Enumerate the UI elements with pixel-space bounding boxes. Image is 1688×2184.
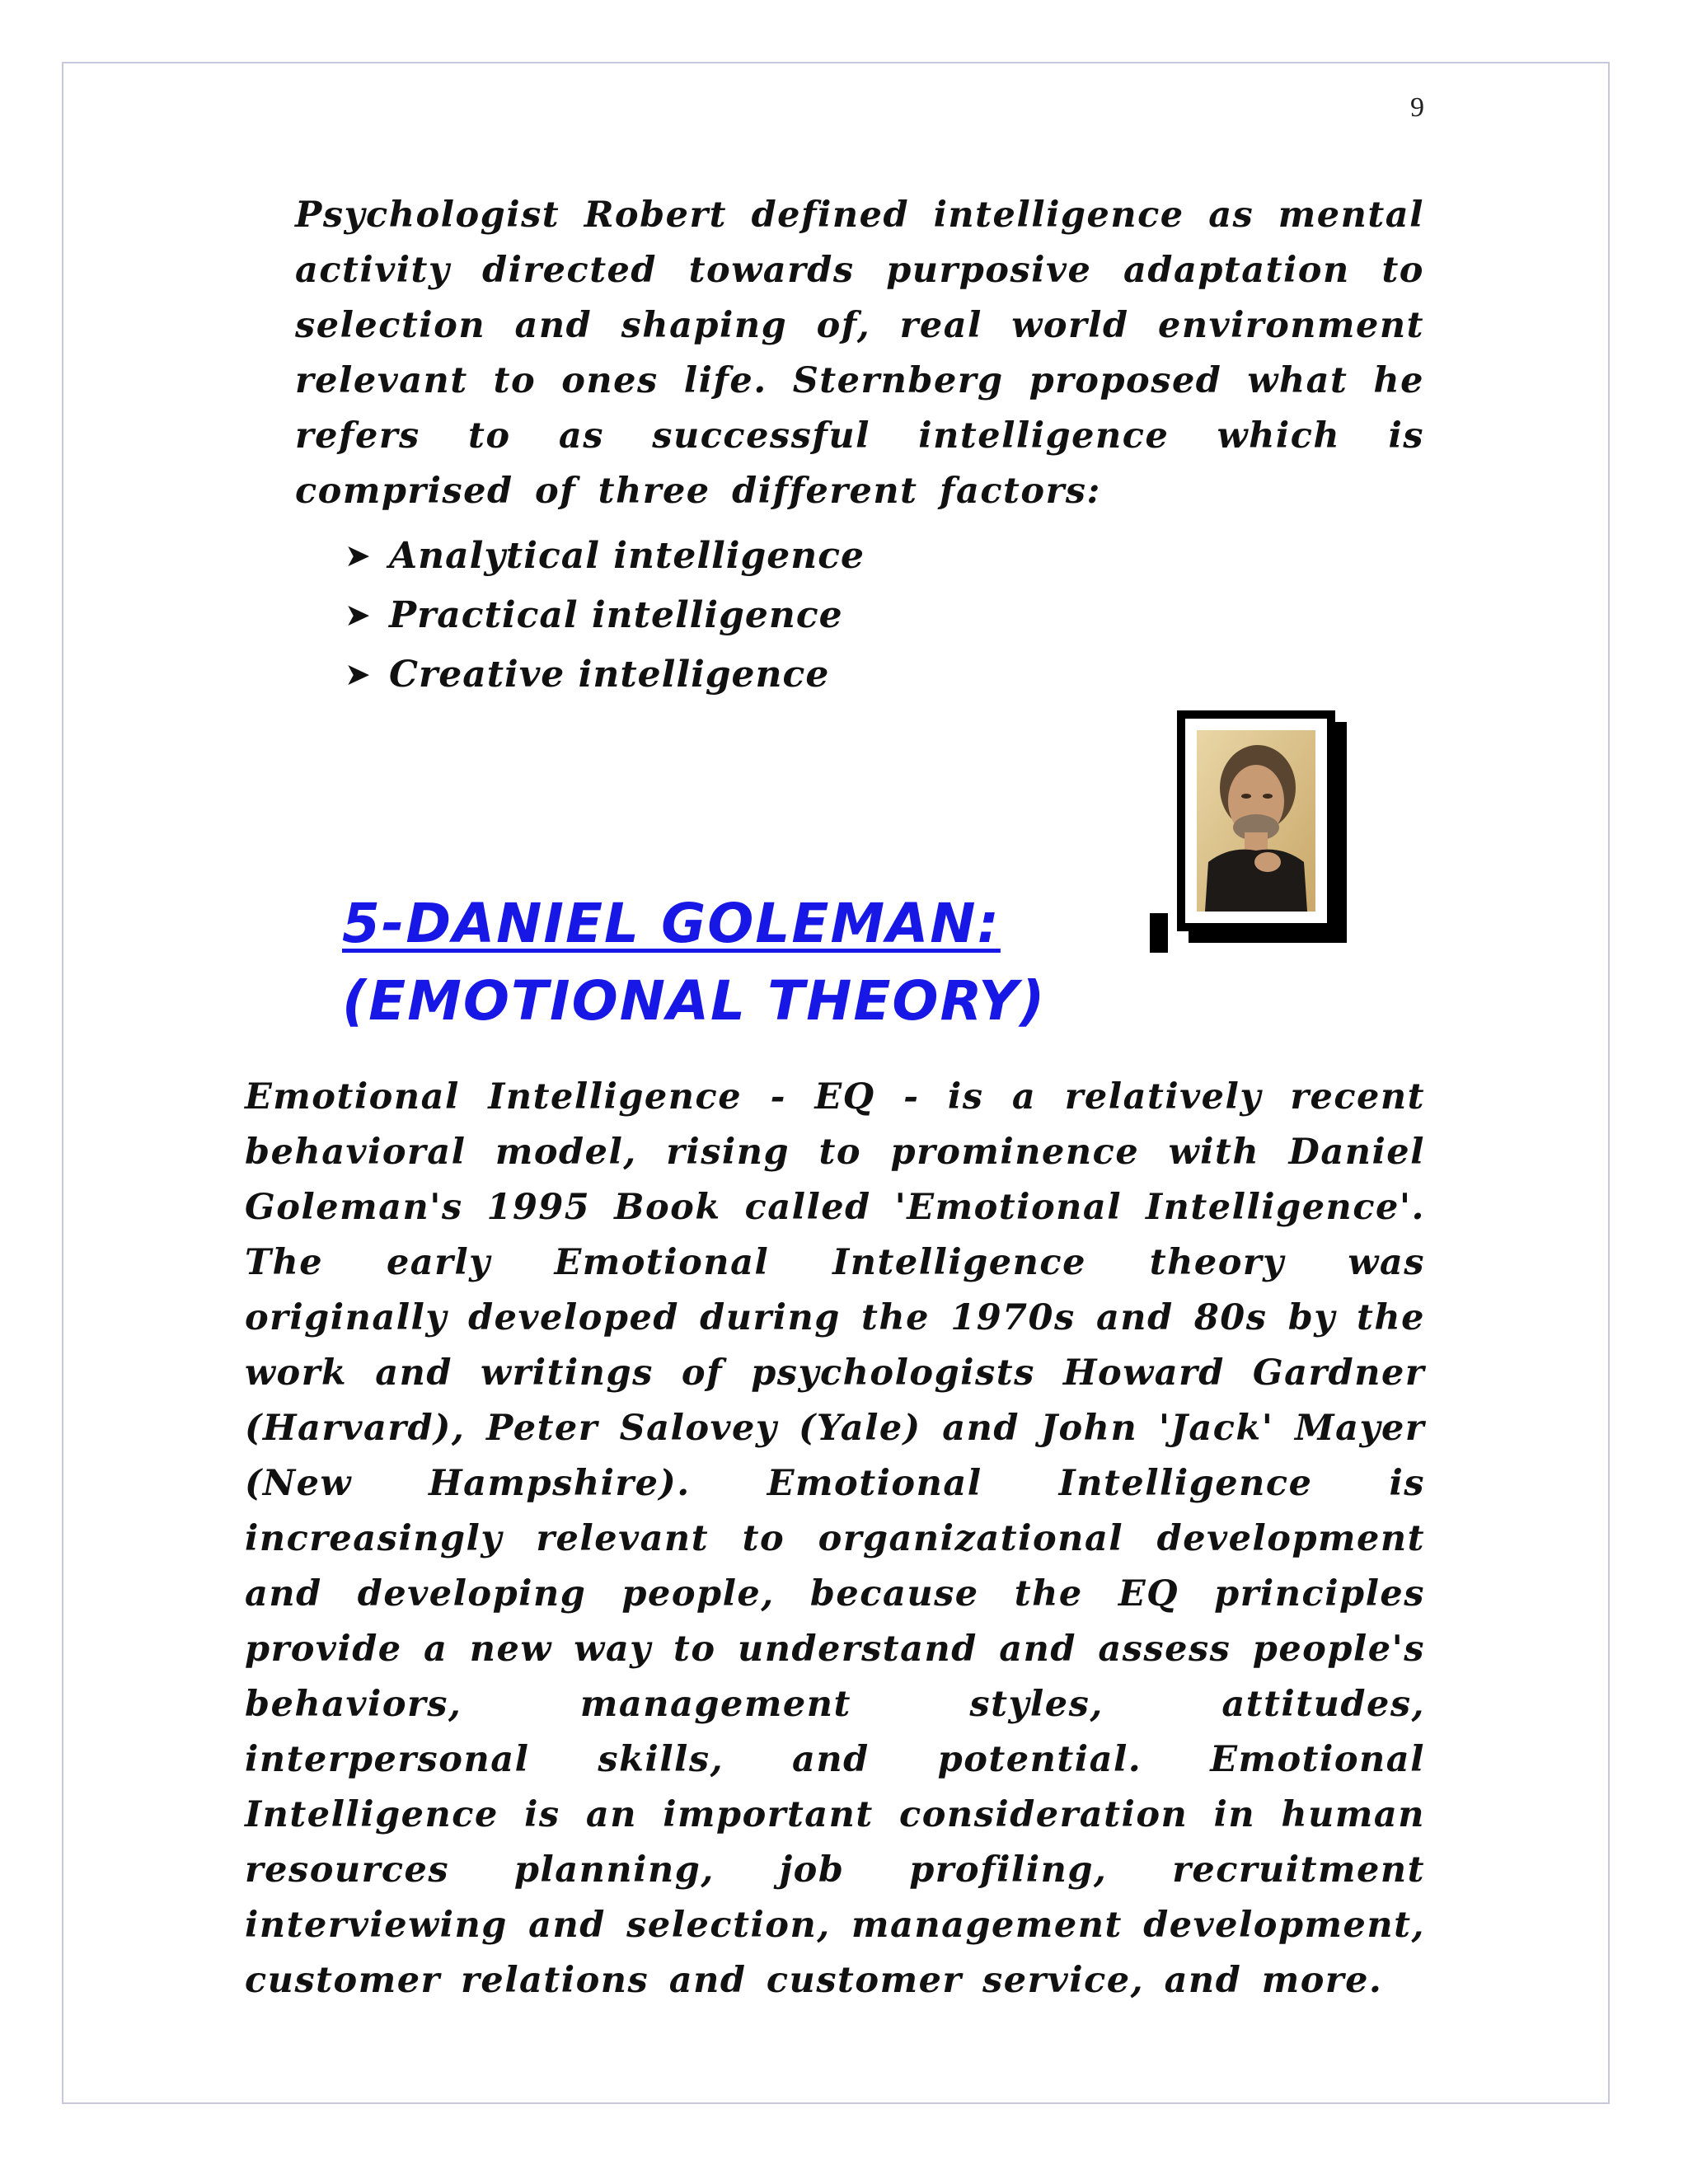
list-item	[345, 526, 865, 585]
page-number: 9	[1410, 92, 1424, 123]
portrait-photo-image	[1197, 730, 1315, 912]
sternberg-paragraph: Psychologist Robert defined intelligence as mental activity directed towards purposive adaptation to selection and shaping of, real world environment relevant to ones life. Sternberg proposed what he refers to as successful intelligence which is comprised of three different factors:	[295, 194, 1424, 512]
list-item-label: Analytical intelligence	[389, 534, 865, 577]
intelligence-factors-list	[345, 526, 865, 704]
arrowhead-bullet-icon: ➤	[345, 597, 372, 633]
arrowhead-bullet-icon: ➤	[345, 537, 372, 574]
list-item	[345, 644, 865, 704]
portrait-photo	[1185, 719, 1327, 923]
emotional-intelligence-paragraph: Emotional Intelligence - EQ - is a relatively recent behavioral model, rising to prominence with Daniel Goleman's 1995 Book called 'Emotional Intelligence'. The early Emotional Intelligence theory was originally developed during the 1970s and 80s by the work and writings of psychologists Howard Gardner (Harvard), Peter Salovey (Yale) and John 'Jack' Mayer (New Hampshire). Emotional Intelligence is increasingly relevant to organizational development and developing people, because the EQ principles provide a new way to understand and assess people's behaviors, management styles, attitudes, interpersonal skills, and potential. Emotional Intelligence is an important consideration in human resources planning, job profiling, recruitment interviewing and selection, management development, customer relations and customer service, and more.	[245, 1076, 1425, 2001]
heading-marker	[1150, 913, 1168, 953]
section-subheading: (EMOTIONAL THEORY)	[342, 969, 1047, 1033]
arrowhead-bullet-icon: ➤	[345, 656, 372, 692]
list-item-label: Practical intelligence	[389, 593, 843, 636]
section-heading: 5-DANIEL GOLEMAN:	[342, 892, 1001, 955]
list-item-label: Creative intelligence	[389, 653, 830, 696]
list-item	[345, 585, 865, 644]
portrait-photo-frame	[1177, 710, 1335, 931]
